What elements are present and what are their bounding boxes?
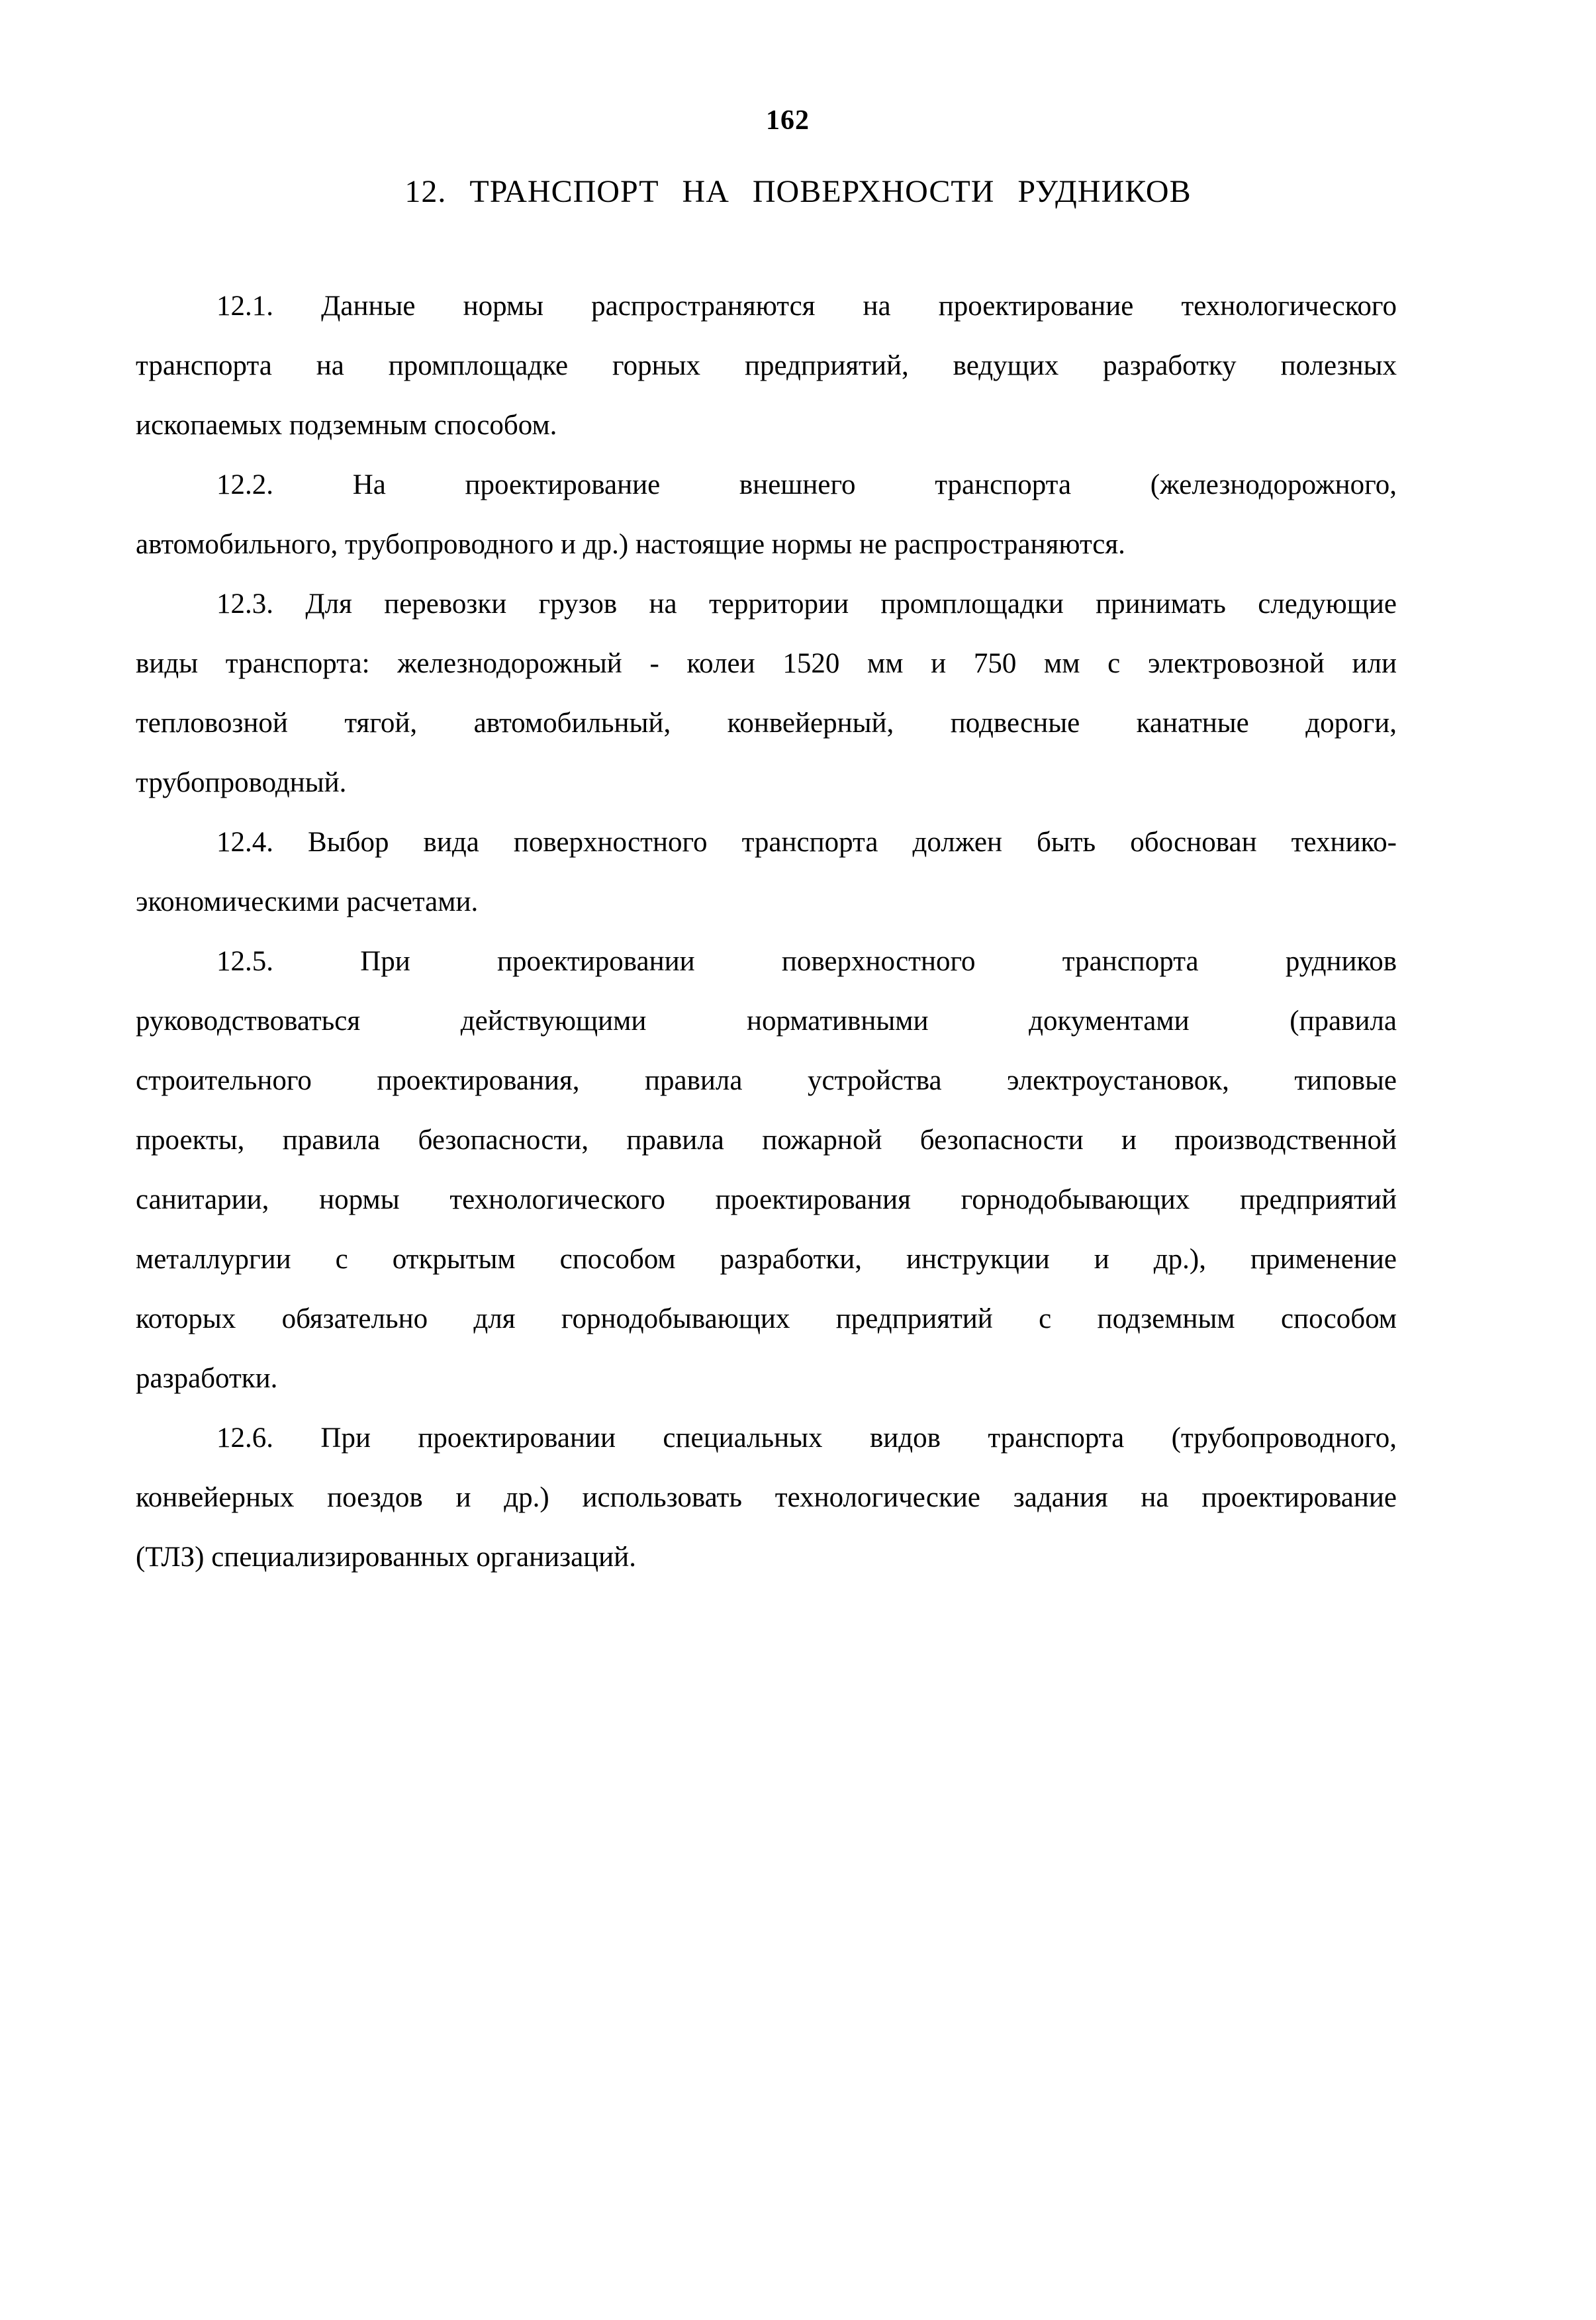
text-line: металлургии с открытым способом разработки, инструкции и др.), применение [136, 1244, 1397, 1275]
text-line: руководствоваться действующими нормативными документами (правила [136, 1005, 1397, 1037]
paragraph-12-3 [136, 575, 1397, 813]
text-line: строительного проектирования, правила устройства электроустановок, типовые [136, 1065, 1397, 1096]
text-line: разработки. [136, 1363, 278, 1394]
text-line: виды транспорта: железнодорожный - колеи 1520 мм и 750 мм с электровозной или [136, 648, 1397, 679]
paragraph-12-6 [136, 1409, 1397, 1587]
paragraph-12-5 [136, 932, 1397, 1409]
text-line: 12.3. Для перевозки грузов на территории промплощадки принимать следующие [216, 588, 1397, 620]
body-text [136, 277, 1397, 1587]
text-line: 12.5. При проектировании поверхностного транспорта рудников [216, 946, 1397, 977]
text-line: которых обязательно для горнодобывающих предприятий с подземным способом [136, 1303, 1397, 1334]
text-line: 12.1. Данные нормы распространяются на проектирование технологического [216, 291, 1397, 322]
text-line: транспорта на промплощадке горных предприятий, ведущих разработку полезных [136, 350, 1397, 381]
page-number: 162 [766, 105, 810, 136]
text-line: тепловозной тягой, автомобильный, конвейерный, подвесные канатные дороги, [136, 708, 1397, 739]
text-line: 12.4. Выбор вида поверхностного транспорта должен быть обоснован технико- [216, 827, 1397, 858]
chapter-heading: 12. ТРАНСПОРТ НА ПОВЕРХНОСТИ РУДНИКОВ [404, 174, 1192, 209]
text-line: 12.6. При проектировании специальных видов транспорта (трубопроводного, [216, 1422, 1397, 1454]
text-line: экономическими расчетами. [136, 886, 479, 917]
text-line: трубопроводный. [136, 767, 347, 798]
paragraph-12-2 [136, 455, 1397, 575]
text-line: автомобильного, трубопроводного и др.) настоящие нормы не распространяются. [136, 529, 1125, 560]
text-line: 12.2. На проектирование внешнего транспорта (железнодорожного, [216, 469, 1397, 500]
paragraph-12-1 [136, 277, 1397, 455]
paragraph-12-4 [136, 813, 1397, 932]
text-line: санитарии, нормы технологического проектирования горнодобывающих предприятий [136, 1184, 1397, 1215]
text-line: конвейерных поездов и др.) использовать технологические задания на проектирование [136, 1482, 1397, 1513]
text-line: ископаемых подземным способом. [136, 410, 557, 441]
text-line: (ТЛЗ) специализированных организаций. [136, 1542, 636, 1573]
text-line: проекты, правила безопасности, правила пожарной безопасности и производственной [136, 1125, 1397, 1156]
